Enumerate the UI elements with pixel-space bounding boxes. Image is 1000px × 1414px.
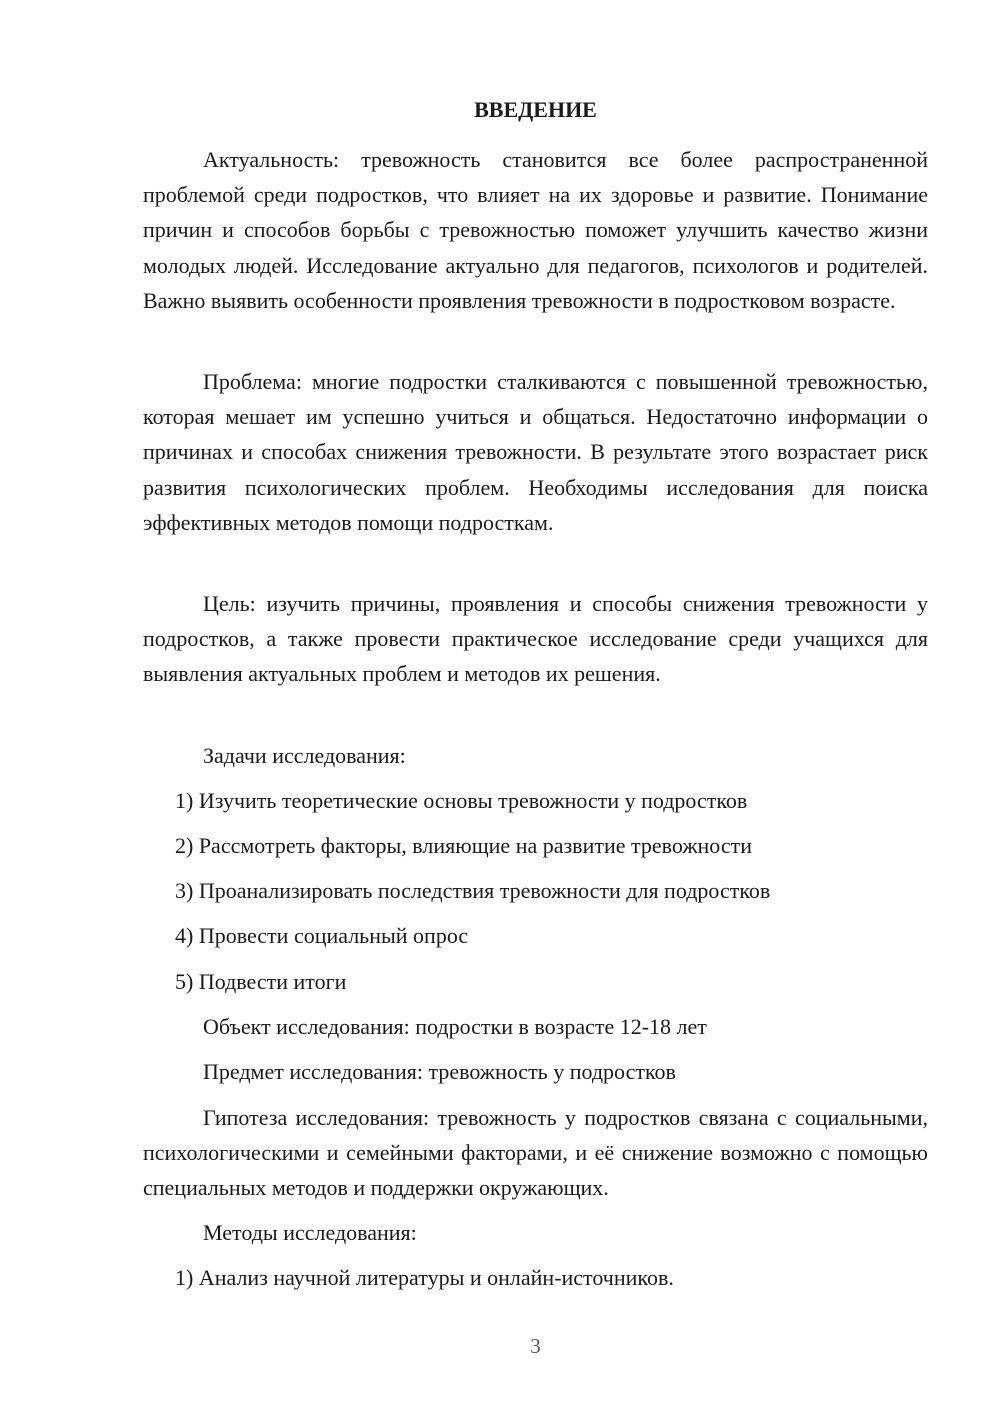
research-object: Объект исследования: подростки в возрасте 12-18 лет <box>203 1014 707 1039</box>
task-item: 3) Проанализировать последствия тревожности для подростков <box>175 878 771 903</box>
relevance-paragraph: Актуальность: тревожность становится все более распространенной проблемой среди подростков, что влияет на их здоровье и развитие. Понимание причин и способов борьбы с тревожностью поможет улучшить качество жизни молодых людей. Исследование актуально для педагогов, психологов и родителей. Важно выявить особенности проявления тревожности в подростковом возрасте. <box>143 147 928 313</box>
tasks-heading: Задачи исследования: <box>203 743 406 768</box>
hypothesis-paragraph: Гипотеза исследования: тревожность у подростков связана с социальными, психологическими и семейными факторами, и её снижение возможно с помощью специальных методов и поддержки окружающих. <box>143 1105 928 1201</box>
task-item: 4) Провести социальный опрос <box>175 923 469 948</box>
problem-paragraph: Проблема: многие подростки сталкиваются с повышенной тревожностью, которая мешает им успешно учиться и общаться. Недостаточно информации о причинах и способах снижения тревожности. В результате этого возрастает риск развития психологических проблем. Необходимы исследования для поиска эффективных методов помощи подросткам. <box>143 369 928 535</box>
research-subject: Предмет исследования: тревожность у подростков <box>203 1059 676 1084</box>
section-title: ВВЕДЕНИЕ <box>474 97 597 122</box>
methods-heading: Методы исследования: <box>203 1220 417 1245</box>
task-item: 2) Рассмотреть факторы, влияющие на развитие тревожности <box>175 833 753 858</box>
task-item: 1) Изучить теоретические основы тревожности у подростков <box>175 788 748 813</box>
goal-paragraph: Цель: изучить причины, проявления и способы снижения тревожности у подростков, а также провести практическое исследование среди учащихся для выявления актуальных проблем и методов их решения. <box>143 591 928 687</box>
page-number: 3 <box>530 1334 541 1358</box>
document-page <box>143 0 928 1414</box>
method-item: 1) Анализ научной литературы и онлайн-источников. <box>175 1265 674 1290</box>
task-item: 5) Подвести итоги <box>175 969 347 994</box>
